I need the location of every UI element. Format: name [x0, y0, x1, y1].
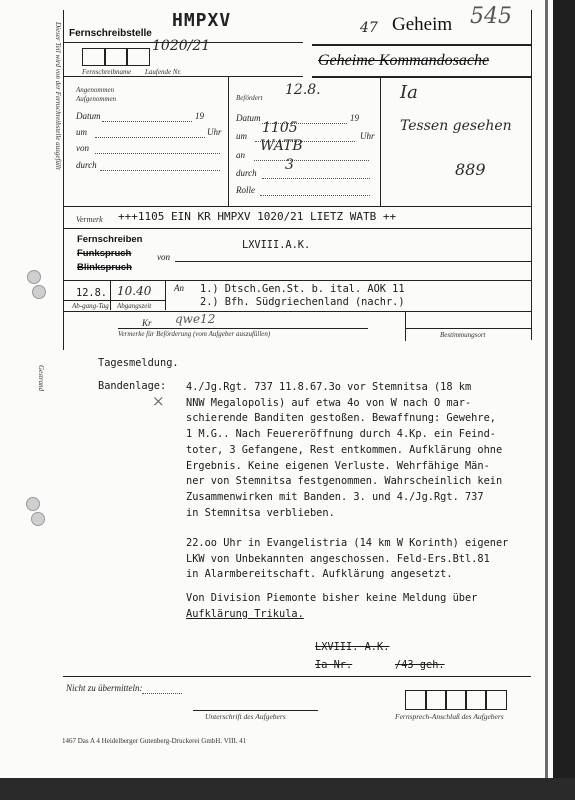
forwarded-year: 19: [350, 113, 359, 123]
addressing-date: 12.8.: [76, 287, 107, 299]
block-divider: [380, 76, 381, 206]
addressing-an-label: An: [174, 283, 184, 293]
dotted-line: [260, 195, 370, 196]
sender-title: Fernschreiben: [77, 234, 143, 245]
vermerk-text: +++1105 EIN KR HMPXV 1020/21 LIETZ WATB ++: [118, 210, 397, 223]
block-divider: [228, 76, 229, 206]
margin-vertical-note: Dieser Teil wird von der Fernschreibstelle ausgefüllt: [54, 22, 62, 170]
punch-hole: [32, 285, 46, 299]
recipient-2: 2.) Bfh. Südgriechenland (nachr.): [200, 296, 405, 308]
addressing-date-label: Ab-gang-Tag: [72, 302, 109, 310]
margin-x-mark: ×: [152, 392, 165, 410]
phone-box: [445, 690, 467, 710]
text-line: Zusammenwirken mit Banden. 3. und 4./Jg.Rgt. 737: [186, 490, 484, 503]
addressing-divider: [165, 280, 166, 310]
signature-label: Unterschrift des Aufgebers: [205, 712, 286, 721]
addressing-rule: [63, 300, 165, 301]
forwarded-label: Befördert: [236, 94, 263, 102]
vermerk-label: Vermerk: [76, 215, 103, 224]
sender-line-2: Funkspruch: [77, 248, 132, 259]
forwarded-an: an: [236, 150, 245, 160]
paragraph-evangelistria: [186, 536, 508, 583]
classification-secret: Geheim: [392, 14, 453, 35]
station-label: Fernschreibstelle: [69, 28, 152, 39]
body-bottom-rule: [63, 676, 531, 677]
bandenlage-label: Bandenlage:: [98, 380, 167, 392]
dotted-line: [142, 693, 182, 694]
destination-rule: [405, 328, 531, 329]
forwarded-rolle: Rolle: [236, 185, 255, 195]
scan-border-bottom: [0, 778, 575, 800]
dispatch-note: Vermerke für Beförderung (vom Aufgeber auszufüllen): [118, 330, 271, 338]
classification-rule: [312, 44, 531, 46]
form-left-rule: [63, 10, 64, 350]
forwarded-hand-um: 1105: [262, 120, 298, 136]
dotted-line: [100, 170, 220, 171]
paper-edge-shadow: [545, 0, 548, 780]
addressing-top-rule: [63, 280, 531, 281]
page-number: 545: [470, 4, 512, 29]
text-line: in Stemnitsa verblieben.: [186, 506, 335, 519]
received-label-1: Angenommen: [76, 86, 115, 94]
text-line: toter, 3 Gefangene, Rest entkommen. Aufklärung ohne: [186, 443, 503, 456]
received-uhr: Uhr: [207, 127, 222, 137]
addressing-time: 10.40: [117, 284, 152, 298]
recipient-1: 1.) Dtsch.Gen.St. b. ital. AOK 11: [200, 283, 405, 295]
handwritten-number: 889: [455, 160, 486, 179]
phone-box: [465, 690, 487, 710]
phone-label: Fernsprech-Anschluß des Aufgebers: [395, 712, 504, 721]
received-um: um: [76, 127, 87, 137]
signature-unit: LXVIII. A.K.: [315, 641, 390, 653]
addressing-bottom-rule: [63, 311, 531, 312]
signature-ref: Ia Nr.: [315, 659, 353, 671]
received-durch: durch: [76, 160, 97, 170]
name-label: Fernschreibname: [82, 68, 132, 76]
punch-hole: [31, 512, 45, 526]
scan-border-right: [553, 0, 575, 800]
serial-handwritten: 1020/21: [152, 38, 211, 54]
text-line: ner von Stemnitsa festgenommen. Wahrscheinlich kein: [186, 475, 503, 488]
punch-hole: [26, 497, 40, 511]
not-transmit-label: Nicht zu übermitteln:: [66, 683, 143, 693]
text-line: LKW von Unbekannten angeschossen. Feld-Ers.Btl.81: [186, 552, 490, 565]
classification-rule-2: [312, 76, 531, 78]
dotted-line: [102, 121, 192, 122]
name-box: [104, 48, 128, 66]
phone-box: [485, 690, 507, 710]
punch-hole: [27, 270, 41, 284]
station-stamp: HMPXV: [172, 10, 232, 31]
vermerk-bottom-rule: [63, 228, 531, 229]
name-box: [82, 48, 106, 66]
phone-box: [405, 690, 427, 710]
text-line: in Alarmbereitschaft. Aufklärung angesetzt.: [186, 568, 453, 581]
serial-label: Laufende Nr.: [145, 68, 182, 76]
phone-box: [425, 690, 447, 710]
paragraph-bandenlage: [186, 380, 502, 521]
destination-label: Bestimmungsort: [440, 331, 486, 339]
margin-vertical-label: Gestrand: [37, 365, 45, 392]
dotted-line: [95, 153, 220, 154]
handwritten-note: Tessen gesehen: [400, 118, 512, 134]
vermerk-top-rule: [63, 206, 531, 207]
doc-number: 47: [360, 20, 378, 36]
message-title: Tagesmeldung.: [98, 357, 179, 369]
forwarded-hand-durch: 3: [285, 157, 294, 173]
header-rule-2: [63, 76, 303, 77]
sender-von-value: LXVIII.A.K.: [242, 239, 311, 251]
printer-imprint: 1467 Das A 4 Heidelberger Gutenberg-Druckerei GmbH. VIII. 41: [62, 737, 247, 745]
received-datum: Datum: [76, 111, 101, 121]
paragraph-piemonte: [186, 591, 477, 622]
dispatch-rule: [118, 328, 368, 329]
text-line: NNW Megalopolis) auf etwa 4o von W nach O mar-: [186, 396, 472, 409]
dispatch-hand-note: qwe12: [175, 312, 216, 326]
destination-divider: [405, 311, 406, 341]
text-line: 22.oo Uhr in Evangelistria (14 km W Korinth) eigener: [186, 537, 509, 549]
handwritten-ia: Ia: [400, 82, 418, 103]
forwarded-uhr: Uhr: [360, 131, 375, 141]
forwarded-hand-an: WATB: [260, 138, 303, 154]
text-line: Aufklärung Trikula.: [186, 607, 304, 620]
dotted-line: [254, 160, 369, 161]
forwarded-durch: durch: [236, 168, 257, 178]
received-year: 19: [195, 111, 204, 121]
text-line: schierende Banditen gestoßen. Bewaffnung: Gewehre,: [186, 412, 496, 425]
addressing-time-label: Abgangszeit: [117, 302, 152, 310]
signature-ref-number: /43 geh.: [395, 659, 445, 671]
classification-command: Geheime Kommandosache: [318, 52, 490, 69]
forwarded-datum: Datum: [236, 113, 261, 123]
received-von: von: [76, 143, 89, 153]
dotted-line: [95, 137, 205, 138]
text-line: Ergebnis. Keine eigenen Verluste. Wehrfähige Män-: [186, 459, 490, 472]
sender-rule: [175, 261, 531, 262]
name-box: [126, 48, 150, 66]
signature-rule: [193, 710, 318, 711]
forwarded-um: um: [236, 131, 247, 141]
text-line: 1 M.G.. Nach Feuereröffnung durch 4.Kp. ein Feind-: [186, 428, 496, 441]
received-label-2: Aufgenommen: [76, 95, 117, 103]
forwarded-hand-date: 12.8.: [285, 82, 321, 98]
kr-label: Kr: [142, 318, 152, 328]
dotted-line: [262, 178, 370, 179]
sender-line-3: Blinkspruch: [77, 262, 132, 273]
addressing-divider: [110, 280, 111, 310]
form-right-rule: [531, 10, 532, 340]
text-line: 4./Jg.Rgt. 737 11.8.67.3o vor Stemnitsa (18 km: [186, 381, 472, 393]
sender-von-label: von: [157, 252, 170, 262]
text-line: Von Division Piemonte bisher keine Meldung über: [186, 592, 478, 604]
